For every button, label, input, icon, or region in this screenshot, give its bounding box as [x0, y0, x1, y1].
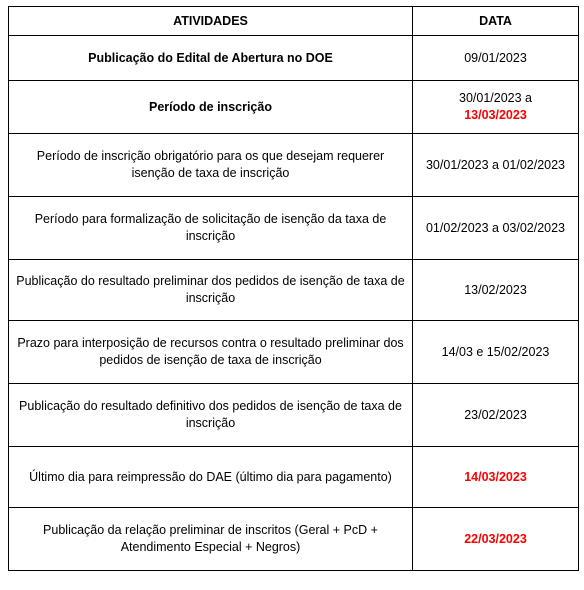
- date-cell-highlight: 22/03/2023: [413, 508, 579, 571]
- date-cell: [413, 81, 579, 134]
- activity-cell: Publicação do resultado definitivo dos pedidos de isenção de taxa de inscrição: [9, 384, 413, 447]
- activity-cell: Período para formalização de solicitação de isenção da taxa de inscrição: [9, 197, 413, 260]
- table-row: [9, 134, 579, 197]
- activity-cell: Último dia para reimpressão do DAE (último dia para pagamento): [9, 447, 413, 508]
- date-cell: 30/01/2023 a 01/02/2023: [413, 134, 579, 197]
- table-row: [9, 197, 579, 260]
- schedule-table: [8, 6, 579, 571]
- activity-cell: Período de inscrição: [9, 81, 413, 134]
- table-row: [9, 260, 579, 321]
- header-date: DATA: [413, 7, 579, 36]
- date-cell: 01/02/2023 a 03/02/2023: [413, 197, 579, 260]
- table-row: [9, 508, 579, 571]
- table-row: [9, 321, 579, 384]
- table-row: [9, 81, 579, 134]
- activity-cell: Publicação do resultado preliminar dos pedidos de isenção de taxa de inscrição: [9, 260, 413, 321]
- activity-cell: Prazo para interposição de recursos contra o resultado preliminar dos pedidos de isenção de taxa de inscrição: [9, 321, 413, 384]
- date-cell-highlight: 14/03/2023: [413, 447, 579, 508]
- activity-cell: Publicação do Edital de Abertura no DOE: [9, 36, 413, 81]
- table-header-row: [9, 7, 579, 36]
- header-activities: ATIVIDADES: [9, 7, 413, 36]
- activity-cell: Publicação da relação preliminar de inscritos (Geral + PcD + Atendimento Especial + Negros): [9, 508, 413, 571]
- date-cell: 14/03 e 15/02/2023: [413, 321, 579, 384]
- date-cell: 13/02/2023: [413, 260, 579, 321]
- table-row: [9, 36, 579, 81]
- table-row: [9, 384, 579, 447]
- date-cell: 23/02/2023: [413, 384, 579, 447]
- table-row: [9, 447, 579, 508]
- date-line-end-highlight: 13/03/2023: [464, 108, 527, 122]
- activity-cell: Período de inscrição obrigatório para os que desejam requerer isenção de taxa de inscrição: [9, 134, 413, 197]
- date-cell: 09/01/2023: [413, 36, 579, 81]
- date-line-start: 30/01/2023 a: [459, 91, 532, 105]
